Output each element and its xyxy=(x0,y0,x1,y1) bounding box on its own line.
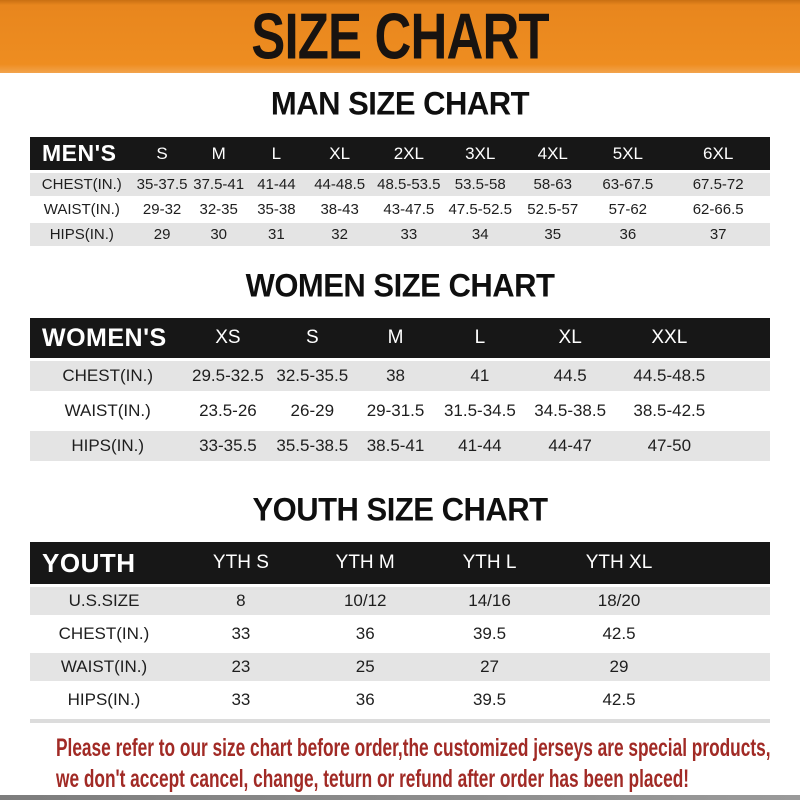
size-value-cell: 47.5-52.5 xyxy=(444,197,516,222)
size-value-cell: 33 xyxy=(178,684,304,717)
size-value-cell: 32 xyxy=(306,222,373,247)
size-value-cell: 39.5 xyxy=(427,684,553,717)
women-section-heading: WOMEN SIZE CHART xyxy=(245,266,555,305)
size-value-cell: 38.5-41 xyxy=(354,429,437,464)
filler-cell xyxy=(686,651,770,684)
filler-cell xyxy=(721,318,770,360)
size-value-cell: 35 xyxy=(516,222,589,247)
size-value-cell: 37.5-41 xyxy=(191,172,247,198)
filler-cell xyxy=(721,429,770,464)
filler-cell xyxy=(686,586,770,618)
column-header: M xyxy=(354,318,437,360)
table-title-cell: MEN'S xyxy=(30,137,134,172)
size-value-cell: 35-38 xyxy=(247,197,306,222)
youth-section-heading: YOUTH SIZE CHART xyxy=(252,490,548,529)
size-value-cell: 35.5-38.5 xyxy=(270,429,354,464)
table-title-cell: WOMEN'S xyxy=(30,318,185,360)
men-size-table xyxy=(30,137,770,248)
size-value-cell: 33-35.5 xyxy=(185,429,270,464)
size-value-cell: 33 xyxy=(178,618,304,651)
column-header: 5XL xyxy=(589,137,666,172)
size-value-cell: 26-29 xyxy=(270,394,354,429)
men-section xyxy=(0,73,800,248)
column-header: XL xyxy=(306,137,373,172)
size-value-cell: 41-44 xyxy=(247,172,306,198)
column-header: YTH S xyxy=(178,542,304,586)
size-value-cell: 44.5 xyxy=(523,360,618,394)
row-label: HIPS(IN.) xyxy=(30,684,178,717)
size-value-cell: 41-44 xyxy=(437,429,523,464)
column-header: YTH M xyxy=(304,542,427,586)
column-header: 2XL xyxy=(373,137,444,172)
size-value-cell: 67.5-72 xyxy=(666,172,770,198)
size-value-cell: 33 xyxy=(373,222,444,247)
filler-cell xyxy=(686,684,770,717)
size-value-cell: 34 xyxy=(444,222,516,247)
footnote-line-1: Please refer to our size chart before order,the customized jerseys are special products, xyxy=(56,734,771,763)
women-size-table xyxy=(30,318,770,466)
size-value-cell: 63-67.5 xyxy=(589,172,666,198)
size-value-cell: 38-43 xyxy=(306,197,373,222)
size-value-cell: 57-62 xyxy=(589,197,666,222)
banner-title: SIZE CHART xyxy=(251,0,549,73)
row-label: U.S.SIZE xyxy=(30,586,178,618)
column-header: S xyxy=(134,137,191,172)
size-value-cell: 36 xyxy=(304,618,427,651)
column-header: M xyxy=(191,137,247,172)
row-label: CHEST(IN.) xyxy=(30,618,178,651)
filler-cell xyxy=(721,394,770,429)
size-value-cell: 44-48.5 xyxy=(306,172,373,198)
size-value-cell: 44.5-48.5 xyxy=(618,360,722,394)
size-value-cell: 30 xyxy=(191,222,247,247)
size-value-cell: 29-31.5 xyxy=(354,394,437,429)
column-header: XS xyxy=(185,318,270,360)
size-value-cell: 31 xyxy=(247,222,306,247)
column-header: XXL xyxy=(618,318,722,360)
size-value-cell: 39.5 xyxy=(427,618,553,651)
size-value-cell: 44-47 xyxy=(523,429,618,464)
size-value-cell: 47-50 xyxy=(618,429,722,464)
filler-cell xyxy=(686,618,770,651)
size-value-cell: 41 xyxy=(437,360,523,394)
row-label: WAIST(IN.) xyxy=(30,197,134,222)
size-value-cell: 29.5-32.5 xyxy=(185,360,270,394)
column-header: 4XL xyxy=(516,137,589,172)
row-label: CHEST(IN.) xyxy=(30,360,185,394)
youth-section xyxy=(0,466,800,723)
youth-size-table xyxy=(30,542,770,719)
size-value-cell: 62-66.5 xyxy=(666,197,770,222)
size-value-cell: 29-32 xyxy=(134,197,191,222)
filler-cell xyxy=(721,360,770,394)
row-label: WAIST(IN.) xyxy=(30,651,178,684)
size-value-cell: 38.5-42.5 xyxy=(618,394,722,429)
banner xyxy=(0,0,800,73)
size-value-cell: 10/12 xyxy=(304,586,427,618)
size-value-cell: 38 xyxy=(354,360,437,394)
row-label: CHEST(IN.) xyxy=(30,172,134,198)
footnote-line-2: we don't accept cancel, change, teturn or refund after order has been placed! xyxy=(56,765,690,794)
size-value-cell: 32.5-35.5 xyxy=(270,360,354,394)
filler-cell xyxy=(686,542,770,586)
size-value-cell: 32-35 xyxy=(191,197,247,222)
size-value-cell: 18/20 xyxy=(552,586,685,618)
size-value-cell: 29 xyxy=(552,651,685,684)
column-header: L xyxy=(437,318,523,360)
row-label: WAIST(IN.) xyxy=(30,394,185,429)
size-value-cell: 43-47.5 xyxy=(373,197,444,222)
women-section xyxy=(0,248,800,466)
size-value-cell: 23 xyxy=(178,651,304,684)
size-value-cell: 36 xyxy=(304,684,427,717)
men-section-heading: MAN SIZE CHART xyxy=(270,84,530,123)
column-header: S xyxy=(270,318,354,360)
bottom-edge-strip xyxy=(0,795,800,800)
size-value-cell: 31.5-34.5 xyxy=(437,394,523,429)
size-value-cell: 42.5 xyxy=(552,684,685,717)
table-title-cell: YOUTH xyxy=(30,542,178,586)
size-value-cell: 58-63 xyxy=(516,172,589,198)
column-header: L xyxy=(247,137,306,172)
size-value-cell: 27 xyxy=(427,651,553,684)
row-label: HIPS(IN.) xyxy=(30,222,134,247)
column-header: YTH XL xyxy=(552,542,685,586)
size-value-cell: 34.5-38.5 xyxy=(523,394,618,429)
column-header: 6XL xyxy=(666,137,770,172)
size-value-cell: 14/16 xyxy=(427,586,553,618)
footnote xyxy=(0,723,800,794)
size-value-cell: 35-37.5 xyxy=(134,172,191,198)
size-value-cell: 25 xyxy=(304,651,427,684)
size-value-cell: 36 xyxy=(589,222,666,247)
row-label: HIPS(IN.) xyxy=(30,429,185,464)
size-value-cell: 52.5-57 xyxy=(516,197,589,222)
column-header: YTH L xyxy=(427,542,553,586)
size-value-cell: 29 xyxy=(134,222,191,247)
size-value-cell: 8 xyxy=(178,586,304,618)
column-header: XL xyxy=(523,318,618,360)
size-value-cell: 37 xyxy=(666,222,770,247)
size-value-cell: 48.5-53.5 xyxy=(373,172,444,198)
column-header: 3XL xyxy=(444,137,516,172)
size-value-cell: 42.5 xyxy=(552,618,685,651)
size-value-cell: 53.5-58 xyxy=(444,172,516,198)
size-value-cell: 23.5-26 xyxy=(185,394,270,429)
